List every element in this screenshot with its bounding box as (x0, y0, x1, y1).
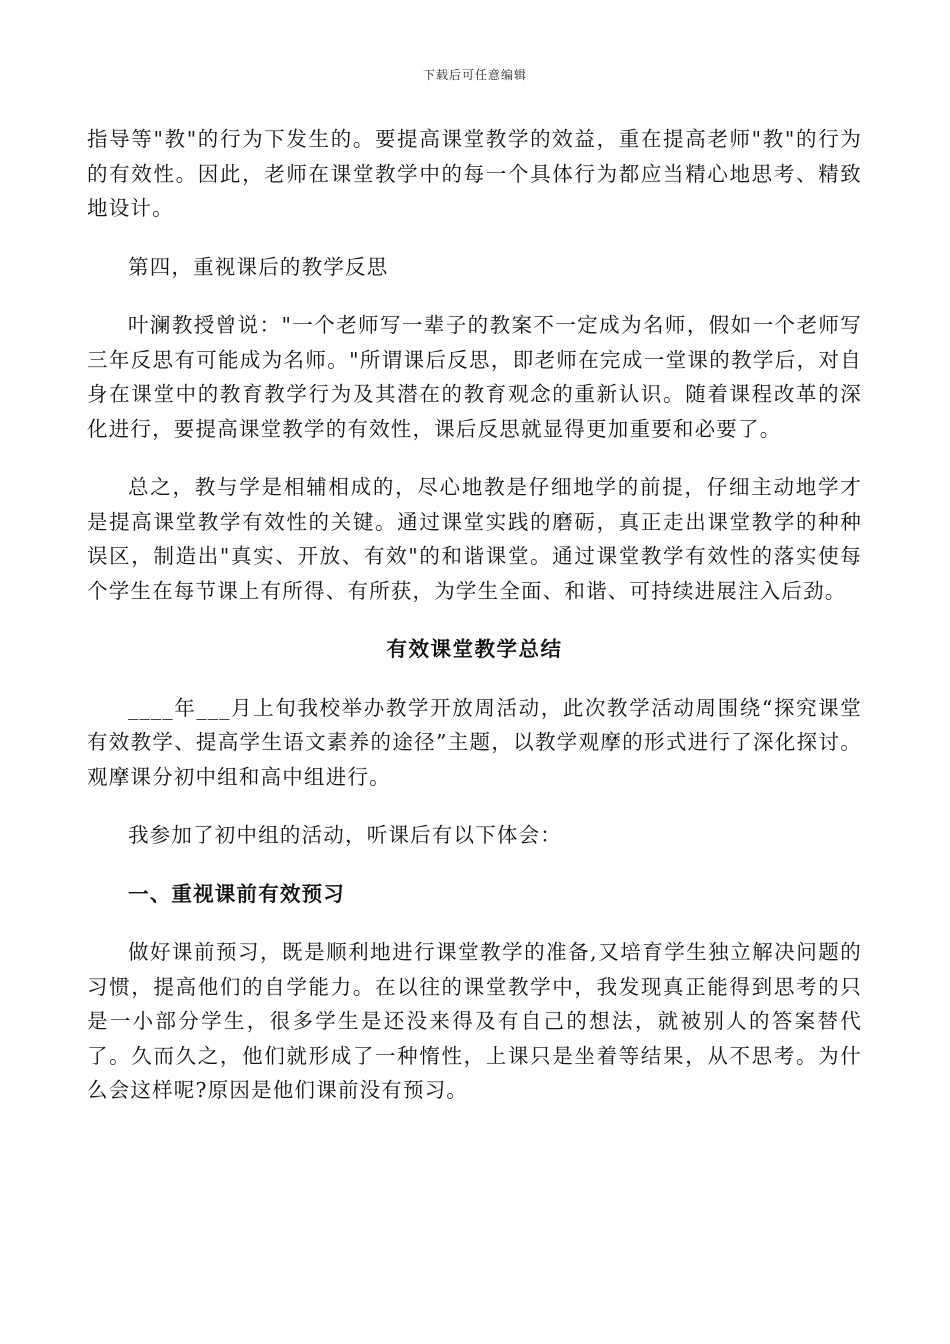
subsection-heading: 一、重视课前有效预习 (128, 881, 345, 906)
paragraph-preview: 做好课前预习，既是顺利地进行课堂教学的准备,又培育学生独立解决问题的习惯，提高他们的自学能力。在以往的课堂教学中，我发现真正能得到思考的只是一小部分学生，很多学生是还没来得及有自己的想法，就被别人的答案替代了。久而久之，他们就形成了一种惰性，上课只是坐着等结果，从不思考。为什么会这样呢?原因是他们课前没有预习。 (87, 940, 862, 1102)
paragraph-heading-fourth: 第四，重视课后的教学反思 (128, 254, 389, 279)
paragraph-intro: ____年___月上旬我校举办教学开放周活动，此次教学活动周围绕“探究课堂有效教学、提高学生语文素养的途径”主题，以教学观摩的形式进行了深化探讨。观摩课分初中组和高中组进行。 (87, 695, 862, 789)
paragraph-continuation: 指导等"教"的行为下发生的。要提高课堂教学的效益，重在提高老师"教"的行为的有效性。因此，老师在课堂教学中的每一个具体行为都应当精心地思考、精致地设计。 (87, 127, 862, 220)
section-title: 有效课堂教学总结 (386, 637, 563, 661)
header-note: 下载后可任意编辑 (422, 68, 527, 82)
paragraph-conclusion: 总之，教与学是相辅相成的，尽心地教是仔细地学的前提，仔细主动地学才是提高课堂教学有效性的关键。通过课堂实践的磨砺，真正走出课堂教学的种种误区，制造出"真实、开放、有效"的和谐课堂。通过课堂教学有效性的落实使每个学生在每节课上有所得、有所获，为学生全面、和谐、可持续进展注入后劲。 (87, 475, 862, 603)
paragraph-reflection: 叶澜教授曾说："一个老师写一辈子的教案不一定成为名师，假如一个老师写三年反思有可能成为名师。"所谓课后反思，即老师在完成一堂课的教学后，对自身在课堂中的教育教学行为及其潜在的教育观念的重新认识。随着课程改革的深化进行，要提高课堂教学的有效性，课后反思就显得更加重要和必要了。 (87, 313, 862, 441)
paragraph-participation: 我参加了初中组的活动，听课后有以下体会： (128, 823, 562, 847)
document-body (87, 122, 862, 1132)
